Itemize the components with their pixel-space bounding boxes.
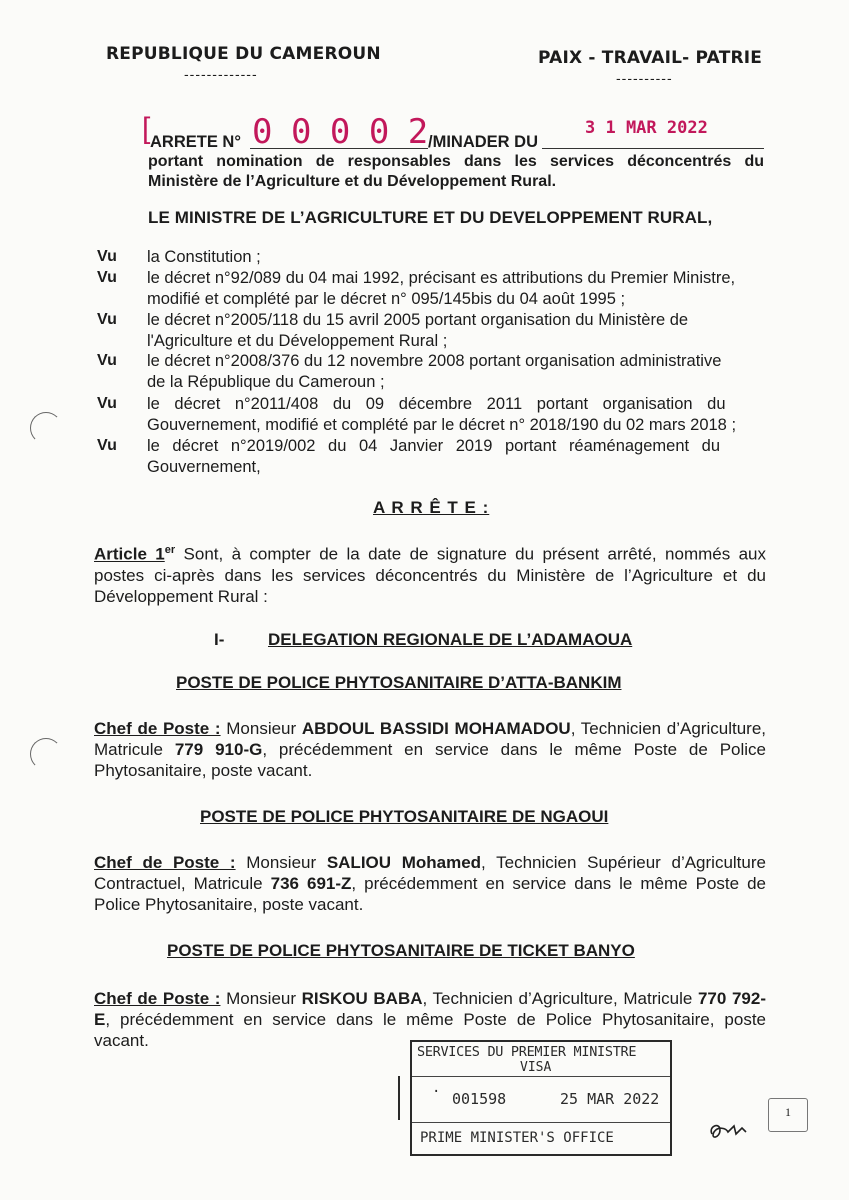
chef-label: Chef de Poste :	[94, 719, 221, 738]
decree-date-underline	[542, 148, 764, 149]
article-sup: er	[164, 544, 176, 556]
vu-label: Vu	[97, 437, 117, 454]
text: Monsieur	[220, 989, 302, 1008]
text: , Technicien Supérieur d’Agriculture Contractuel, Matricule	[94, 853, 766, 893]
stamp-date: 25 MAR 2022	[560, 1090, 660, 1108]
stamp-dot: ·	[432, 1084, 441, 1100]
page-number: 1	[785, 1105, 791, 1119]
person-name: SALIOU Mohamed	[326, 853, 482, 872]
text: , Technicien d’Agriculture, Matricule	[422, 989, 698, 1008]
matricule: 779 910-G	[174, 740, 263, 759]
minister-title: LE MINISTRE DE L’AGRICULTURE ET DU DEVELOPPEMENT RURAL,	[148, 208, 713, 227]
article-text: Sont, à compter de la date de signature du présent arrêté, nommés aux postes ci-après dans les services déconcentrés du Ministère de l’Agriculture et du Développement Rural :	[94, 544, 766, 606]
section-title: DELEGATION REGIONALE DE L’ADAMAOUA	[268, 630, 633, 649]
vu-item: le décret n°2005/118 du 15 avril 2005 portant organisation du Ministère de	[147, 311, 689, 329]
decree-subject: portant nomination de responsables dans les services déconcentrés du Ministère de l’Agriculture et du Développement Rural.	[148, 153, 764, 190]
decree-prefix: ARRETE N°	[150, 133, 241, 151]
chef-label: Chef de Poste :	[94, 853, 236, 872]
country-dashes: -------------	[184, 66, 258, 82]
vu-item: le décret n°92/089 du 04 mai 1992, précisant es attributions du Premier Ministre,	[147, 269, 736, 287]
vu-item: le décret n°2008/376 du 12 novembre 2008 portant organisation administrative	[147, 352, 722, 370]
vu-label: Vu	[97, 248, 117, 265]
article-label: Article 1	[94, 544, 165, 564]
visa-stamp	[410, 1040, 672, 1156]
punch-hole	[30, 412, 62, 444]
stamp-inner-left	[398, 1076, 400, 1120]
vu-item-cont: Gouvernement, modifié et complété par le décret n° 2018/190 du 02 mars 2018 ;	[147, 416, 737, 434]
matricule: 736 691-Z	[270, 874, 352, 893]
signature-icon	[706, 1116, 752, 1144]
decree-number: 0 0 0 0 2	[252, 112, 428, 152]
decree-date: 3 1 MAR 2022	[585, 118, 708, 138]
section-number: I-	[214, 630, 225, 649]
vu-item-cont: Gouvernement,	[147, 458, 261, 476]
text: Monsieur	[235, 853, 327, 872]
text: Monsieur	[220, 719, 302, 738]
country-name: REPUBLIQUE DU CAMEROUN	[106, 44, 381, 64]
stamp-line-2: VISA	[520, 1060, 552, 1075]
vu-item: le décret n°2019/002 du 04 Janvier 2019 portant réaménagement du	[147, 437, 721, 455]
arrete-heading: A R R Ê T E :	[373, 498, 490, 517]
poste-title: POSTE DE POLICE PHYTOSANITAIRE D’ATTA-BANKIM	[176, 673, 622, 692]
decree-ministry: /MINADER DU	[428, 133, 538, 151]
vu-label: Vu	[97, 395, 117, 412]
text: , précédemment en service dans le même Poste de Police Phytosanitaire, poste vacant.	[94, 1010, 766, 1050]
text: , Technicien d’Agriculture, Matricule	[94, 719, 766, 759]
poste-title: POSTE DE POLICE PHYTOSANITAIRE DE NGAOUI	[200, 807, 609, 826]
vu-label: Vu	[97, 269, 117, 286]
vu-label: Vu	[97, 311, 117, 328]
chef-label: Chef de Poste :	[94, 989, 221, 1008]
vu-item-cont: modifié et complété par le décret n° 095/145bis du 04 août 1995 ;	[147, 290, 626, 308]
stamp-number: 001598	[452, 1090, 507, 1108]
person-name: RISKOU BABA	[301, 989, 423, 1008]
stamp-line-1: SERVICES DU PREMIER MINISTRE	[417, 1044, 637, 1060]
poste-paragraph	[94, 718, 766, 781]
red-bracket-mark: [	[142, 112, 151, 145]
poste-paragraph	[94, 852, 766, 915]
decree-number-underline	[250, 148, 428, 149]
motto: PAIX - TRAVAIL- PATRIE	[538, 48, 763, 68]
text: , précédemment en service dans le même Poste de Police Phytosanitaire, poste vacant.	[94, 874, 766, 914]
article-1	[94, 540, 766, 607]
stamp-divider	[412, 1076, 670, 1077]
vu-item: la Constitution ;	[147, 248, 261, 266]
punch-hole	[30, 738, 62, 770]
person-name: ABDOUL BASSIDI MOHAMADOU	[301, 719, 571, 738]
vu-item-cont: de la République du Cameroun ;	[147, 373, 385, 391]
vu-label: Vu	[97, 352, 117, 369]
stamp-divider	[412, 1122, 670, 1123]
stamp-line-4: PRIME MINISTER'S OFFICE	[420, 1130, 614, 1146]
text: , précédemment en service dans le même Poste de Police Phytosanitaire, poste vacant.	[94, 740, 767, 780]
motto-dashes: ----------	[616, 70, 673, 86]
poste-title: POSTE DE POLICE PHYTOSANITAIRE DE TICKET BANYO	[167, 941, 635, 960]
vu-item: le décret n°2011/408 du 09 décembre 2011 portant organisation du	[147, 395, 726, 413]
page-number-box	[768, 1098, 808, 1132]
vu-item-cont: l'Agriculture et du Développement Rural ;	[147, 332, 448, 350]
matricule: 770 792-E	[94, 989, 766, 1029]
